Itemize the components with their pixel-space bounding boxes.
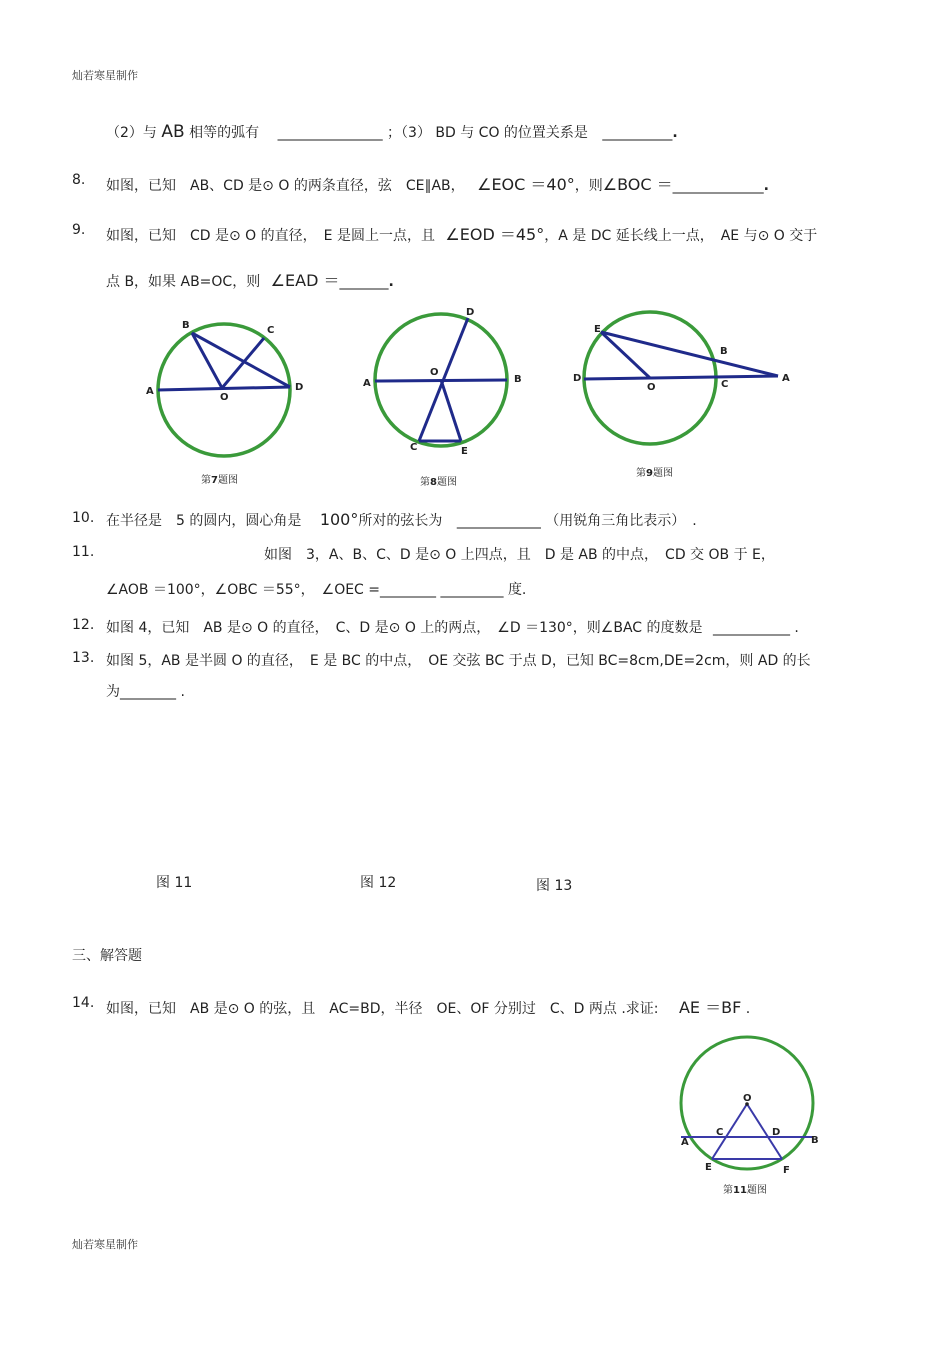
figure-11-label: 图 11: [156, 875, 193, 891]
q7-part2-suffix: 相等的弧有: [189, 125, 260, 141]
q7-blank-1: _______________: [277, 125, 383, 141]
q9-text-line2: [106, 268, 394, 291]
q8-text: [106, 172, 769, 195]
q11-text-line1: 如图 3，A、B、C、D 是⊙ O 上四点，且 D 是 AB 的中点， CD 交 OB 于 E，: [264, 547, 775, 563]
q9-blank: _______: [339, 274, 389, 290]
q10-text-1: 在半径是 5 的圆内，圆心角是: [106, 513, 302, 529]
fig11-caption: [723, 1181, 767, 1196]
q10-text-3: （用锐角三角比表示） .: [545, 513, 697, 529]
q8-text-2: ，则: [574, 178, 603, 194]
fig11-label-f: F: [783, 1165, 790, 1176]
fig9-label-o: O: [647, 382, 656, 393]
q11-line2: ∠AOB ＝100°，∠OBC ＝55°， ∠OEC =: [106, 582, 381, 598]
fig8-caption: [420, 473, 457, 488]
fig7-segment-oc: [222, 338, 264, 388]
q12-end: .: [794, 620, 799, 636]
q9-text-1: 如图，已知 CD 是⊙ O 的直径， E 是圆上一点，且: [106, 228, 435, 244]
q14-end: .: [745, 1001, 751, 1017]
q9-line2-text: 点 B，如果 AB=OC，则: [106, 274, 261, 290]
q8-number: 8.: [72, 172, 86, 188]
fig9-caption-pre: 第: [636, 468, 646, 479]
q7-part2-prefix: （2）与: [106, 125, 157, 141]
fig8-label-b: B: [514, 374, 522, 385]
section-3-heading: 三、解答题: [72, 948, 142, 964]
q9-end: .: [388, 274, 394, 290]
q7-blank-2: __________: [602, 125, 673, 141]
q14-proof-expr: AE ＝BF: [678, 998, 742, 1017]
fig9-caption-post: 题图: [652, 468, 673, 479]
q7-arc-label: AB: [161, 122, 185, 142]
fig9-label-a: A: [782, 373, 790, 384]
q14-text-1: 如图，已知 AB 是⊙ O 的弦，且 AC=BD，半径 OE、OF 分别过 C、D 两点 .求证:: [106, 1001, 659, 1017]
q13-line2: 为: [106, 684, 120, 700]
q9-text-2: ，A 是 DC 延长线上一点， AE 与⊙ O 交于: [544, 228, 818, 244]
q9-angle-question: ∠EAD ＝: [270, 271, 340, 290]
fig11-label-b: B: [811, 1135, 819, 1146]
fig8-label-c: C: [410, 442, 418, 453]
fig9-label-d: D: [573, 373, 582, 384]
fig8-label-e: E: [461, 446, 468, 457]
fig7-label-d: D: [295, 382, 304, 393]
fig9-caption-num: 9: [646, 468, 653, 479]
q13-text-line2: [106, 681, 185, 701]
q10-text-2: 所对的弦长为: [358, 513, 443, 529]
fig9-caption: [636, 464, 673, 479]
q13-number: 13.: [72, 650, 95, 666]
fig7-label-a: A: [146, 386, 154, 397]
q13-end: .: [180, 684, 185, 700]
page-footer: 灿若寒星制作: [72, 1238, 138, 1251]
q7-separator: ；（3） BD 与 CO 的位置关系是: [387, 125, 588, 141]
figure-9: [570, 310, 800, 460]
q8-text-1: 如图，已知 AB、CD 是⊙ O 的两条直径，弦 CE∥AB，: [106, 178, 465, 194]
q14-number: 14.: [72, 995, 95, 1011]
q9-angle-expr: ∠EOD ＝45°: [445, 225, 545, 244]
fig11-label-c: C: [716, 1127, 724, 1138]
fig9-line-da: [584, 376, 778, 379]
fig7-label-c: C: [267, 325, 275, 336]
q10-blank: ____________: [456, 513, 541, 529]
figure-8: [360, 302, 530, 462]
q7-end: .: [672, 125, 678, 141]
q14-text: [106, 995, 750, 1018]
fig9-label-b: B: [720, 346, 728, 357]
q8-blank: _____________: [672, 178, 764, 194]
fig8-caption-pre: 第: [420, 477, 430, 488]
q8-end: .: [763, 178, 769, 194]
fig11-label-e: E: [705, 1162, 712, 1173]
q11-text-line2: [106, 579, 526, 599]
q9-number: 9.: [72, 222, 86, 238]
page-header: 灿若寒星制作: [72, 69, 138, 82]
fig11-label-d: D: [772, 1127, 781, 1138]
q11-blank: ________ _________: [380, 582, 504, 598]
fig9-line-ea: [601, 332, 778, 376]
fig8-label-a: A: [363, 378, 371, 389]
figure-q14: [668, 1032, 828, 1180]
q11-end: 度.: [507, 582, 527, 598]
fig8-label-d: D: [466, 307, 475, 318]
q10-text: [106, 510, 697, 530]
fig7-caption-num: 7: [211, 475, 218, 486]
fig9-label-c: C: [721, 379, 729, 390]
fig8-caption-num: 8: [430, 477, 437, 488]
q9-text-line1: [106, 222, 817, 245]
fig7-caption-pre: 第: [201, 475, 211, 486]
fig7-label-b: B: [182, 320, 190, 331]
q10-angle-expr: 100°: [319, 510, 359, 529]
fig7-label-o: O: [220, 392, 229, 403]
q13-blank: ________: [120, 684, 176, 700]
q11-number: 11.: [72, 544, 95, 560]
q13-text-line1: 如图 5，AB 是半圆 O 的直径， E 是 BC 的中点， OE 交弦 BC 于点 D，已知 BC=8cm,DE=2cm，则 AD 的长: [106, 653, 811, 669]
q10-number: 10.: [72, 510, 95, 526]
fig11-label-a: A: [681, 1137, 689, 1148]
fig11-caption-num: 11: [733, 1185, 747, 1196]
q12-blank: ___________: [712, 620, 790, 636]
q12-text: [106, 617, 799, 637]
q8-angle-question: ∠BOC ＝: [602, 175, 673, 194]
fig8-label-o: O: [430, 367, 439, 378]
q12-text-1: 如图 4，已知 AB 是⊙ O 的直径， C、D 是⊙ O 上的两点， ∠D ＝130°，则∠BAC 的度数是: [106, 620, 703, 636]
q8-angle-expr: ∠EOC ＝40°: [477, 175, 575, 194]
fig9-label-e: E: [594, 324, 601, 335]
figure-13-label: 图 13: [536, 878, 573, 894]
q12-number: 12.: [72, 617, 95, 633]
figure-7: [140, 312, 310, 472]
figure-12-label: 图 12: [360, 875, 397, 891]
fig7-caption-post: 题图: [217, 475, 238, 486]
q7-subparts: [106, 122, 678, 142]
fig11-caption-pre: 第: [723, 1185, 733, 1196]
fig8-segment-oe: [441, 380, 461, 441]
fig11-caption-post: 题图: [746, 1185, 767, 1196]
fig11-label-o: O: [743, 1093, 752, 1104]
fig8-caption-post: 题图: [436, 477, 457, 488]
fig7-caption: [201, 471, 238, 486]
